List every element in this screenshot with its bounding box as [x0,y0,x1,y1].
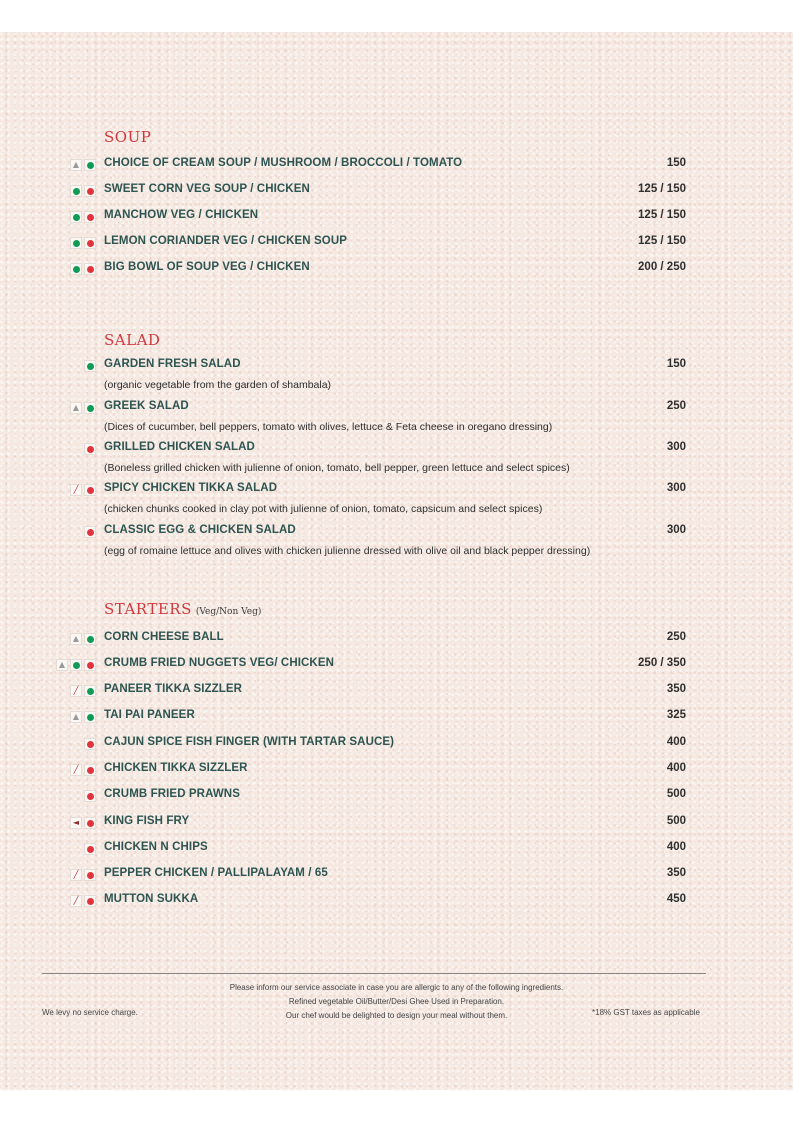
menu-item-price: 250 [666,400,686,412]
veg-dot [87,162,94,169]
chili-icon-glyph: ╱ [73,485,79,494]
diet-icons [84,360,96,372]
menu-item-row [0,261,793,277]
nonveg-dot-icon [84,764,96,776]
menu-item-row [0,841,793,857]
menu-item-name: SWEET CORN VEG SOUP / CHICKEN [104,183,310,195]
menu-item-row [0,657,793,673]
menu-item-name: PEPPER CHICKEN / PALLIPALAYAM / 65 [104,867,328,879]
menu-item-row [0,358,793,391]
nonveg-dot [87,662,94,669]
diet-icons [84,738,96,750]
menu-item-name: CHICKEN TIKKA SIZZLER [104,762,248,774]
diet-icons [70,263,96,275]
nonveg-dot-icon [84,895,96,907]
menu-item-description: (egg of romaine lettuce and olives with chicken julienne dressed with olive oil and black pepper dressing) [104,545,591,557]
veg-dot-icon [84,360,96,372]
veg-dot-icon [84,633,96,645]
menu-item-row [0,815,793,831]
menu-item-name: GREEK SALAD [104,400,189,412]
diet-icons [84,843,96,855]
nonveg-dot-icon [84,738,96,750]
diet-icons [70,633,96,645]
section-title-salad: SALAD [104,331,161,349]
nonveg-dot-icon [84,237,96,249]
menu-item-row [0,709,793,725]
menu-item-row [0,209,793,225]
menu-item-price: 150 [666,157,686,169]
veg-dot-icon [84,685,96,697]
diet-icons [70,711,96,723]
menu-item-description: (Dices of cucumber, bell peppers, tomato with olives, lettuce & Feta cheese in oregano dressing) [104,421,553,433]
menu-item-name: BIG BOWL OF SOUP VEG / CHICKEN [104,261,310,273]
nonveg-dot-icon [84,526,96,538]
veg-dot [87,636,94,643]
menu-item-price: 400 [666,841,686,853]
menu-item-row [0,482,793,515]
menu-item-name: CLASSIC EGG & CHICKEN SALAD [104,524,296,536]
nonveg-dot [87,446,94,453]
chili-icon [70,764,82,776]
cheese-icon [70,159,82,171]
menu-item-price: 150 [666,358,686,370]
nonveg-dot [87,214,94,221]
nonveg-dot [87,872,94,879]
menu-item-price: 450 [666,893,686,905]
chili-icon [70,484,82,496]
menu-item-name: TAI PAI PANEER [104,709,195,721]
menu-item-name: CHOICE OF CREAM SOUP / MUSHROOM / BROCCOLI / TOMATO [104,157,463,169]
nonveg-dot-icon [84,817,96,829]
chili-icon-glyph: ╱ [73,870,79,879]
nonveg-dot-icon [84,659,96,671]
nonveg-dot [87,266,94,273]
menu-item-price: 400 [666,762,686,774]
veg-dot-icon [84,159,96,171]
menu-item-row [0,524,793,557]
menu-item-price: 300 [666,441,686,453]
menu-item-row [0,867,793,883]
diet-icons [70,159,96,171]
diet-icons [84,443,96,455]
allergy-notice-line2: Refined vegetable Oil/Butter/Desi Ghee Used in Preparation. [288,997,505,1006]
diet-icons [70,764,96,776]
diet-icons [56,659,96,671]
menu-item-name: LEMON CORIANDER VEG / CHICKEN SOUP [104,235,348,247]
nonveg-dot-icon [84,211,96,223]
menu-item-row [0,157,793,173]
nonveg-dot-icon [84,869,96,881]
veg-dot-icon [70,659,82,671]
menu-item-price: 125 / 150 [638,209,686,221]
cheese-icon [56,659,68,671]
menu-item-price: 250 / 350 [638,657,686,669]
chili-icon [70,685,82,697]
nonveg-dot [87,240,94,247]
menu-item-row [0,762,793,778]
menu-item-price: 500 [666,788,686,800]
veg-dot [73,240,80,247]
section-title-starters [104,600,261,618]
menu-item-price: 200 / 250 [638,261,686,273]
diet-icons [70,402,96,414]
fish-icon [70,817,82,829]
nonveg-dot [87,767,94,774]
diet-icons [70,484,96,496]
menu-item-name: CRUMB FRIED NUGGETS VEG/ CHICKEN [104,657,335,669]
menu-item-name: CHICKEN N CHIPS [104,841,208,853]
veg-dot-icon [70,185,82,197]
allergy-notice-line1: Please inform our service associate in case you are allergic to any of the following ingredients. [229,983,564,992]
veg-dot [87,714,94,721]
diet-icons [70,185,96,197]
cheese-icon-glyph: ▲ [72,634,80,643]
menu-item-name: GARDEN FRESH SALAD [104,358,241,370]
nonveg-dot [87,898,94,905]
menu-item-name: CAJUN SPICE FISH FINGER (WITH TARTAR SAUCE) [104,736,395,748]
gst-note: *18% GST taxes as applicable [592,1008,700,1017]
veg-dot [87,688,94,695]
nonveg-dot [87,487,94,494]
menu-item-name: KING FISH FRY [104,815,190,827]
menu-item-row [0,788,793,804]
service-charge-note: We levy no service charge. [42,1008,138,1017]
menu-item-row [0,893,793,909]
menu-item-row [0,441,793,474]
menu-item-price: 125 / 150 [638,183,686,195]
cheese-icon-glyph: ▲ [72,712,80,721]
menu-item-price: 250 [666,631,686,643]
veg-dot-icon [84,711,96,723]
menu-item-name: CORN CHEESE BALL [104,631,224,643]
menu-item-price: 125 / 150 [638,235,686,247]
veg-dot [87,405,94,412]
cheese-icon [70,633,82,645]
section-title-soup: SOUP [104,128,152,146]
veg-dot-icon [70,237,82,249]
cheese-icon-glyph: ▲ [72,160,80,169]
nonveg-dot [87,846,94,853]
starters-subtitle: (Veg/Non Veg) [195,607,262,617]
menu-item-price: 350 [666,867,686,879]
diet-icons [70,685,96,697]
nonveg-dot-icon [84,443,96,455]
nonveg-dot-icon [84,185,96,197]
menu-item-price: 400 [666,736,686,748]
veg-dot-icon [84,402,96,414]
menu-item-row [0,736,793,752]
chili-icon-glyph: ╱ [73,896,79,905]
veg-dot-icon [70,211,82,223]
menu-item-description: (chicken chunks cooked in clay pot with julienne of onion, tomato, capsicum and select spices) [104,503,543,515]
menu-item-name: MANCHOW VEG / CHICKEN [104,209,259,221]
menu-item-price: 300 [666,482,686,494]
menu-item-description: (Boneless grilled chicken with julienne of onion, tomato, bell pepper, green lettuce and select spices) [104,462,570,474]
chili-icon-glyph: ╱ [73,686,79,695]
footer-divider [42,973,706,974]
menu-item-row [0,235,793,251]
menu-item-description: (organic vegetable from the garden of shambala) [104,379,332,391]
diet-icons [70,211,96,223]
menu-item-row [0,183,793,199]
diet-icons [70,237,96,249]
allergy-notice-line3: Our chef would be delighted to design your meal without them. [285,1011,508,1020]
cheese-icon [70,402,82,414]
diet-icons [84,526,96,538]
veg-dot [73,662,80,669]
cheese-icon [70,711,82,723]
menu-item-price: 500 [666,815,686,827]
menu-item-name: MUTTON SUKKA [104,893,199,905]
cheese-icon-glyph: ▲ [58,660,66,669]
veg-dot [73,266,80,273]
cheese-icon-glyph: ▲ [72,403,80,412]
menu-item-row [0,683,793,699]
veg-dot [73,188,80,195]
nonveg-dot-icon [84,484,96,496]
chili-icon [70,869,82,881]
nonveg-dot [87,741,94,748]
menu-item-price: 350 [666,683,686,695]
chili-icon-glyph: ╱ [73,765,79,774]
menu-item-row [0,400,793,433]
diet-icons [70,895,96,907]
fish-icon-glyph: ◄ [72,818,80,827]
menu-item-name: SPICY CHICKEN TIKKA SALAD [104,482,278,494]
nonveg-dot [87,529,94,536]
nonveg-dot [87,188,94,195]
nonveg-dot-icon [84,843,96,855]
menu-item-name: CRUMB FRIED PRAWNS [104,788,240,800]
nonveg-dot-icon [84,263,96,275]
chili-icon [70,895,82,907]
menu-item-name: PANEER TIKKA SIZZLER [104,683,243,695]
veg-dot [73,214,80,221]
menu-item-name: GRILLED CHICKEN SALAD [104,441,255,453]
veg-dot [87,363,94,370]
nonveg-dot [87,820,94,827]
starters-title-text: STARTERS [104,600,192,618]
menu-item-row [0,631,793,647]
diet-icons [84,790,96,802]
veg-dot-icon [70,263,82,275]
nonveg-dot [87,793,94,800]
nonveg-dot-icon [84,790,96,802]
menu-item-price: 325 [666,709,686,721]
diet-icons [70,817,96,829]
diet-icons [70,869,96,881]
menu-item-price: 300 [666,524,686,536]
